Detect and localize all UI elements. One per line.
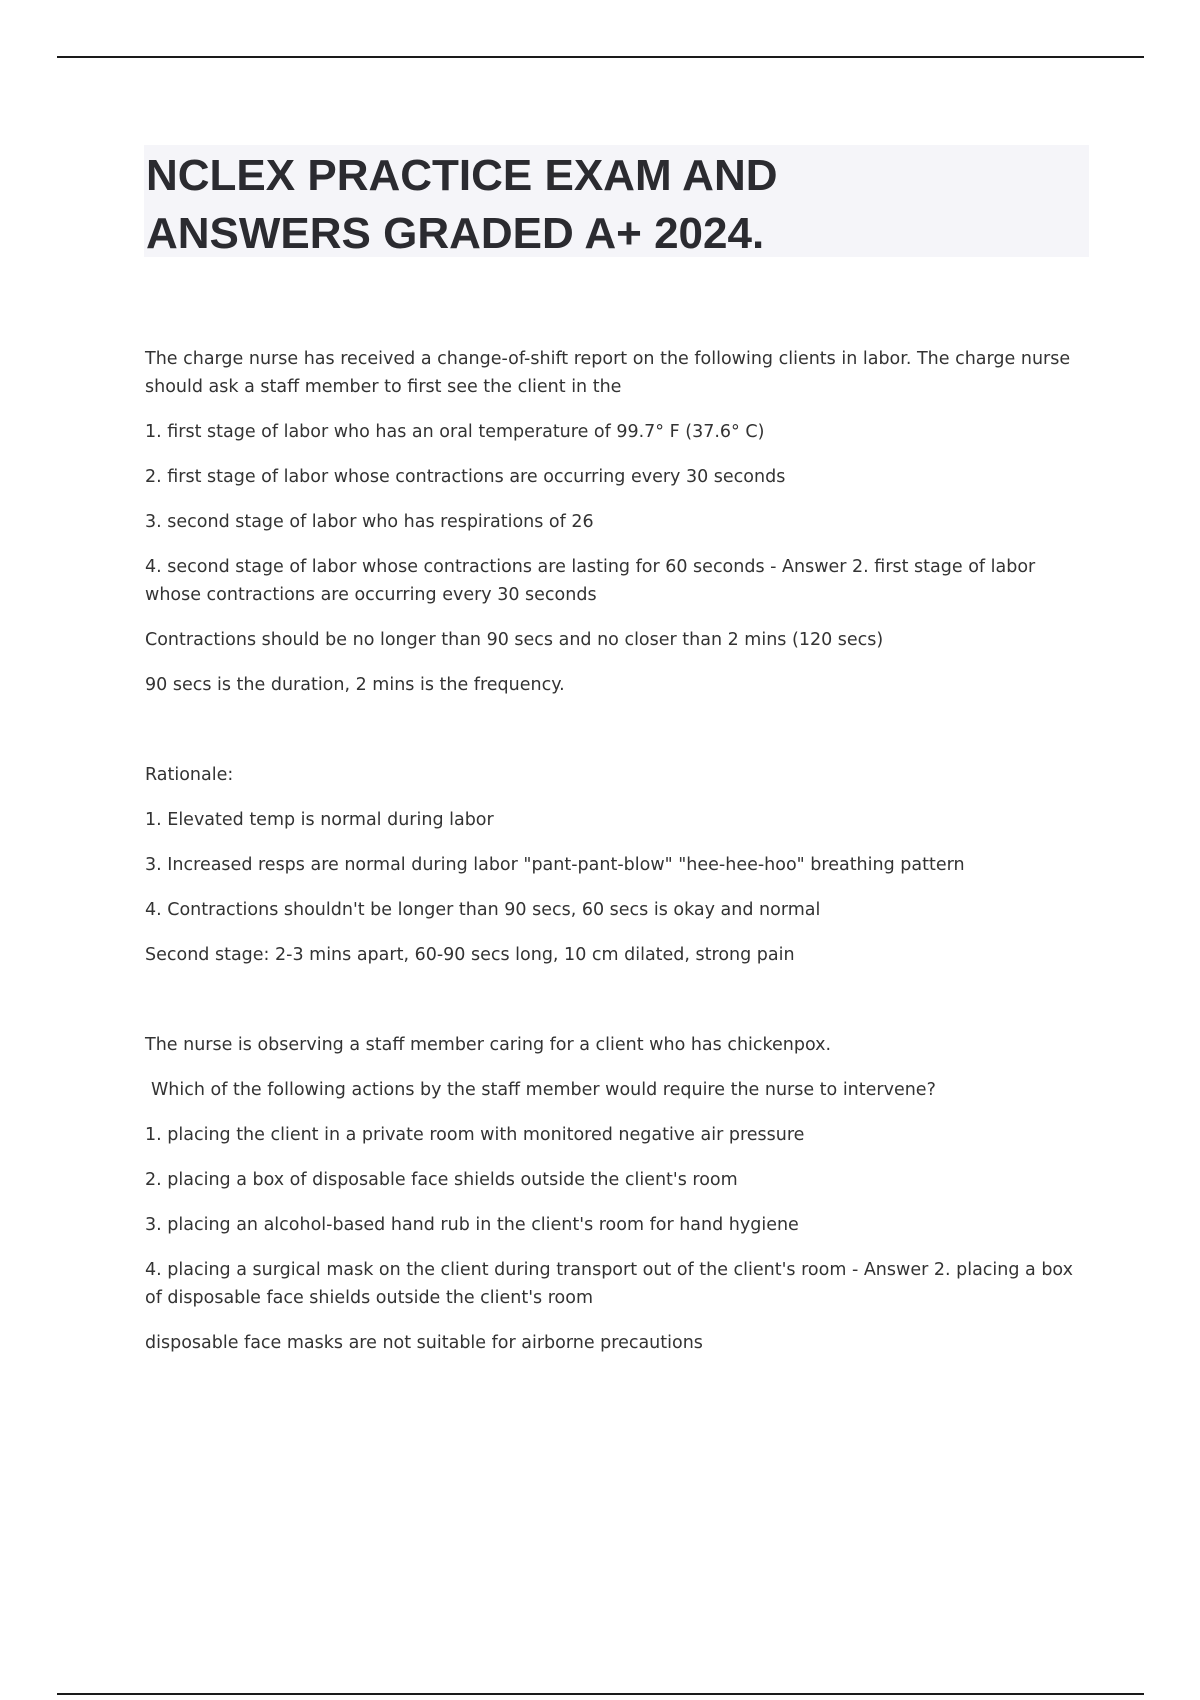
q2-note: disposable face masks are not suitable for airborne precautions bbox=[145, 1333, 703, 1353]
q2-option-2: 2. placing a box of disposable face shields outside the client's room bbox=[145, 1170, 738, 1190]
q1-option-4-answer: 4. second stage of labor whose contractions are lasting for 60 seconds - Answer 2. first stage of labor whose contractions are occurring every 30 seconds bbox=[145, 557, 1036, 605]
q2-option-4-answer: 4. placing a surgical mask on the client during transport out of the client's room - Answer 2. placing a box of disposable face shields outside the client's room bbox=[145, 1260, 1073, 1308]
rationale-heading: Rationale: bbox=[145, 765, 234, 785]
section-spacer bbox=[145, 716, 1095, 761]
q1-option-2: 2. first stage of labor whose contractions are occurring every 30 seconds bbox=[145, 467, 786, 487]
document-title bbox=[146, 147, 1086, 263]
title-line-2: ANSWERS GRADED A+ 2024. bbox=[146, 209, 765, 258]
rationale-item-1: 1. Elevated temp is normal during labor bbox=[145, 810, 494, 830]
q2-option-3: 3. placing an alcohol-based hand rub in the client's room for hand hygiene bbox=[145, 1215, 799, 1235]
title-line-1: NCLEX PRACTICE EXAM AND bbox=[146, 151, 778, 200]
document-body bbox=[145, 345, 1095, 1374]
bottom-rule bbox=[57, 1693, 1144, 1695]
section-spacer bbox=[145, 986, 1095, 1031]
rationale-item-3: 3. Increased resps are normal during labor "pant-pant-blow" "hee-hee-hoo" breathing pattern bbox=[145, 855, 965, 875]
q2-stem-2: Which of the following actions by the staff member would require the nurse to intervene? bbox=[151, 1080, 936, 1100]
q1-option-1: 1. first stage of labor who has an oral temperature of 99.7° F (37.6° C) bbox=[145, 422, 765, 442]
q2-option-1: 1. placing the client in a private room with monitored negative air pressure bbox=[145, 1125, 805, 1145]
q2-stem-1: The nurse is observing a staff member caring for a client who has chickenpox. bbox=[145, 1035, 832, 1055]
q1-stem: The charge nurse has received a change-of-shift report on the following clients in labor. The charge nurse should ask a staff member to first see the client in the bbox=[145, 349, 1071, 397]
q1-option-3: 3. second stage of labor who has respirations of 26 bbox=[145, 512, 594, 532]
second-stage-note: Second stage: 2-3 mins apart, 60-90 secs long, 10 cm dilated, strong pain bbox=[145, 945, 795, 965]
q1-note-2: 90 secs is the duration, 2 mins is the frequency. bbox=[145, 675, 565, 695]
rationale-item-4: 4. Contractions shouldn't be longer than 90 secs, 60 secs is okay and normal bbox=[145, 900, 821, 920]
top-rule bbox=[57, 56, 1144, 58]
q1-note-1: Contractions should be no longer than 90 secs and no closer than 2 mins (120 secs) bbox=[145, 630, 884, 650]
